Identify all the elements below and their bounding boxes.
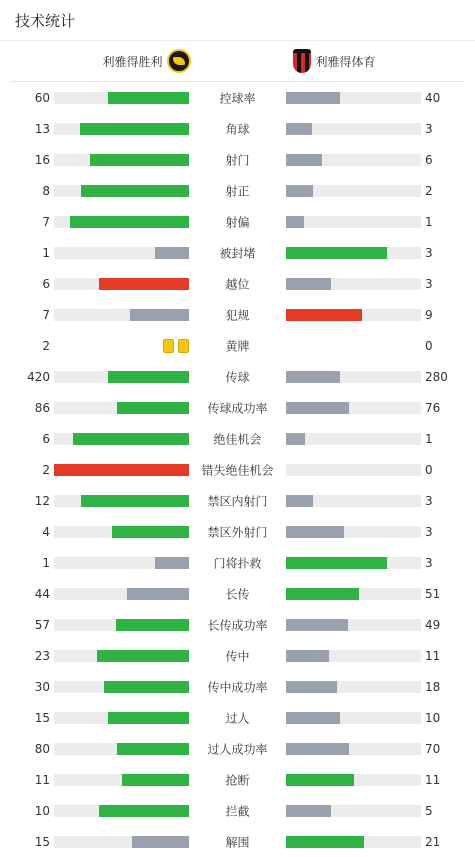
away-bar-fill — [286, 743, 349, 755]
away-value: 3 — [425, 121, 433, 136]
home-bar-track — [54, 247, 189, 259]
section-title: 技术统计 — [15, 11, 76, 30]
stat-row — [0, 795, 475, 826]
home-bar-fill — [155, 247, 189, 259]
stat-label: 射门 — [225, 153, 250, 167]
stat-label: 传球成功率 — [207, 401, 268, 415]
stat-row — [0, 82, 475, 113]
home-bar-fill — [155, 557, 189, 569]
away-value: 18 — [425, 679, 441, 694]
home-bar-track — [54, 402, 189, 414]
stat-label: 射偏 — [225, 215, 250, 229]
away-value: 5 — [425, 803, 433, 818]
stat-label: 长传 — [225, 587, 250, 601]
home-bar-fill — [108, 92, 189, 104]
stat-row — [0, 609, 475, 640]
stat-row — [0, 764, 475, 795]
stat-label: 被封堵 — [219, 246, 256, 260]
home-value: 8 — [42, 183, 50, 198]
away-bar-fill — [286, 371, 340, 383]
stat-label: 犯规 — [225, 308, 250, 322]
away-bar-track — [286, 588, 421, 600]
stat-row — [0, 330, 475, 361]
yellow-cards — [163, 339, 189, 353]
home-bar-fill — [81, 495, 189, 507]
away-value: 6 — [425, 152, 433, 167]
home-value: 23 — [34, 648, 50, 663]
home-bar-track — [54, 464, 189, 476]
away-team-name: 利雅得体育 — [315, 54, 376, 69]
away-value: 21 — [425, 834, 441, 849]
home-team-name: 利雅得胜利 — [102, 54, 163, 69]
away-bar-track — [286, 278, 421, 290]
home-value: 30 — [34, 679, 50, 694]
stat-label: 门将扑救 — [213, 556, 262, 570]
home-bar-track — [54, 836, 189, 848]
home-bar-track — [54, 619, 189, 631]
home-bar-fill — [99, 805, 189, 817]
home-value: 7 — [42, 307, 50, 322]
stat-row — [0, 237, 475, 268]
away-bar-track — [286, 216, 421, 228]
away-team[interactable] — [238, 49, 466, 73]
home-value: 44 — [34, 586, 50, 601]
away-bar-track — [286, 836, 421, 848]
away-bar-track — [286, 650, 421, 662]
home-bar-track — [54, 154, 189, 166]
home-team-logo-icon — [167, 49, 191, 73]
home-bar-track — [54, 650, 189, 662]
home-value: 57 — [34, 617, 50, 632]
stat-row — [0, 144, 475, 175]
home-bar-fill — [54, 464, 189, 476]
away-bar-fill — [286, 588, 359, 600]
away-value: 3 — [425, 555, 433, 570]
away-bar-fill — [286, 774, 354, 786]
yellow-card-icon — [178, 339, 189, 353]
away-bar-fill — [286, 247, 387, 259]
home-value: 12 — [34, 493, 50, 508]
home-value: 13 — [34, 121, 50, 136]
away-bar-track — [286, 92, 421, 104]
stat-label: 禁区外射门 — [207, 525, 268, 539]
away-value: 3 — [425, 276, 433, 291]
home-bar-fill — [104, 681, 189, 693]
home-value: 11 — [34, 772, 50, 787]
home-bar-fill — [99, 278, 189, 290]
stat-label: 绝佳机会 — [213, 432, 262, 446]
away-bar-track — [286, 433, 421, 445]
stat-row — [0, 113, 475, 144]
away-bar-fill — [286, 836, 364, 848]
away-value: 76 — [425, 400, 441, 415]
away-bar-track — [286, 123, 421, 135]
stat-row — [0, 640, 475, 671]
away-bar-track — [286, 247, 421, 259]
stat-label: 禁区内射门 — [207, 494, 268, 508]
home-bar-fill — [117, 402, 189, 414]
away-value: 10 — [425, 710, 441, 725]
away-bar-fill — [286, 92, 340, 104]
away-value: 280 — [425, 369, 448, 384]
away-bar-fill — [286, 154, 322, 166]
away-team-logo-icon — [293, 49, 311, 73]
away-value: 1 — [425, 431, 433, 446]
away-bar-track — [286, 402, 421, 414]
away-bar-fill — [286, 712, 340, 724]
away-value: 49 — [425, 617, 441, 632]
away-bar-track — [286, 495, 421, 507]
away-bar-fill — [286, 526, 344, 538]
home-bar-track — [54, 557, 189, 569]
away-value: 11 — [425, 772, 441, 787]
away-value: 3 — [425, 524, 433, 539]
away-bar-fill — [286, 309, 362, 321]
home-bar-track — [54, 433, 189, 445]
stat-row — [0, 578, 475, 609]
home-bar-fill — [116, 619, 189, 631]
home-bar-fill — [97, 650, 189, 662]
home-bar-fill — [112, 526, 189, 538]
away-bar-fill — [286, 805, 331, 817]
away-value: 3 — [425, 493, 433, 508]
home-value: 2 — [42, 462, 50, 477]
away-bar-fill — [286, 433, 305, 445]
home-value: 4 — [42, 524, 50, 539]
stat-label: 传球 — [225, 370, 250, 384]
home-value: 60 — [34, 90, 50, 105]
away-bar-track — [286, 557, 421, 569]
home-bar-fill — [73, 433, 189, 445]
stat-label: 控球率 — [219, 91, 256, 105]
away-bar-track — [286, 154, 421, 166]
stat-row — [0, 299, 475, 330]
home-value: 2 — [42, 338, 50, 353]
home-bar-track — [54, 216, 189, 228]
away-bar-fill — [286, 619, 348, 631]
home-bar-track — [54, 526, 189, 538]
away-bar-fill — [286, 216, 304, 228]
away-bar-fill — [286, 495, 313, 507]
away-bar-track — [286, 185, 421, 197]
stat-row — [0, 361, 475, 392]
home-bar-track — [54, 92, 189, 104]
home-bar-track — [54, 774, 189, 786]
home-bar-track — [54, 743, 189, 755]
home-bar-fill — [130, 309, 189, 321]
away-value: 0 — [425, 462, 433, 477]
home-bar-track — [54, 371, 189, 383]
away-value: 9 — [425, 307, 433, 322]
stat-row — [0, 206, 475, 237]
stat-row — [0, 268, 475, 299]
home-value: 1 — [42, 245, 50, 260]
away-bar-track — [286, 371, 421, 383]
home-bar-fill — [70, 216, 189, 228]
stat-label: 传中 — [225, 649, 250, 663]
home-bar-track — [54, 123, 189, 135]
away-bar-fill — [286, 402, 349, 414]
home-bar-fill — [90, 154, 189, 166]
home-bar-fill — [132, 836, 189, 848]
home-value: 15 — [34, 710, 50, 725]
home-value: 15 — [34, 834, 50, 849]
away-bar-track — [286, 526, 421, 538]
away-bar-fill — [286, 557, 387, 569]
home-bar-fill — [127, 588, 189, 600]
stat-row — [0, 733, 475, 764]
home-bar-track — [54, 588, 189, 600]
home-bar-fill — [80, 123, 189, 135]
away-bar-fill — [286, 185, 313, 197]
stat-row — [0, 671, 475, 702]
stat-label: 抢断 — [225, 773, 250, 787]
home-value: 420 — [27, 369, 50, 384]
away-value: 51 — [425, 586, 441, 601]
away-bar-track — [286, 743, 421, 755]
stat-row — [0, 423, 475, 454]
stat-row — [0, 392, 475, 423]
stat-label: 长传成功率 — [207, 618, 268, 632]
away-bar-fill — [286, 123, 312, 135]
home-bar-fill — [108, 712, 189, 724]
stat-label: 射正 — [225, 184, 250, 198]
away-value: 0 — [425, 338, 433, 353]
home-bar-track — [54, 712, 189, 724]
stat-row — [0, 485, 475, 516]
home-bar-track — [54, 681, 189, 693]
home-value: 16 — [34, 152, 50, 167]
away-value: 70 — [425, 741, 441, 756]
home-bar-track — [54, 805, 189, 817]
away-value: 40 — [425, 90, 441, 105]
home-value: 10 — [34, 803, 50, 818]
stat-label: 传中成功率 — [207, 680, 268, 694]
stat-label: 解围 — [225, 835, 250, 849]
teams-row — [10, 41, 465, 82]
stat-row — [0, 175, 475, 206]
away-bar-track — [286, 681, 421, 693]
home-value: 86 — [34, 400, 50, 415]
stat-row — [0, 702, 475, 733]
home-team[interactable] — [10, 49, 238, 73]
stat-label: 过人成功率 — [207, 742, 268, 756]
stat-row — [0, 826, 475, 857]
home-bar-track — [54, 185, 189, 197]
home-value: 7 — [42, 214, 50, 229]
away-bar-track — [286, 712, 421, 724]
away-value: 11 — [425, 648, 441, 663]
stat-label: 角球 — [225, 122, 250, 136]
stat-row — [0, 454, 475, 485]
away-bar-fill — [286, 278, 331, 290]
home-bar-fill — [81, 185, 189, 197]
yellow-card-icon — [163, 339, 174, 353]
away-bar-track — [286, 774, 421, 786]
home-bar-fill — [122, 774, 190, 786]
stat-row — [0, 547, 475, 578]
home-bar-fill — [108, 371, 189, 383]
away-value: 3 — [425, 245, 433, 260]
home-bar-track — [54, 495, 189, 507]
away-bar-track — [286, 619, 421, 631]
section-header — [0, 0, 475, 41]
stat-row — [0, 516, 475, 547]
home-bar-fill — [117, 743, 189, 755]
stats-list — [0, 82, 475, 857]
home-value: 6 — [42, 431, 50, 446]
away-bar-track — [286, 805, 421, 817]
away-bar-track — [286, 309, 421, 321]
away-bar-fill — [286, 681, 337, 693]
home-value: 6 — [42, 276, 50, 291]
stat-label: 错失绝佳机会 — [201, 463, 274, 477]
home-bar-track — [54, 309, 189, 321]
home-bar-track — [54, 278, 189, 290]
home-value: 80 — [34, 741, 50, 756]
away-bar-fill — [286, 650, 329, 662]
stat-label: 拦截 — [225, 804, 250, 818]
away-value: 1 — [425, 214, 433, 229]
stat-label: 黄牌 — [225, 339, 250, 353]
stat-label: 过人 — [225, 711, 250, 725]
home-value: 1 — [42, 555, 50, 570]
stat-label: 越位 — [225, 277, 250, 291]
away-bar-track — [286, 464, 421, 476]
away-value: 2 — [425, 183, 433, 198]
